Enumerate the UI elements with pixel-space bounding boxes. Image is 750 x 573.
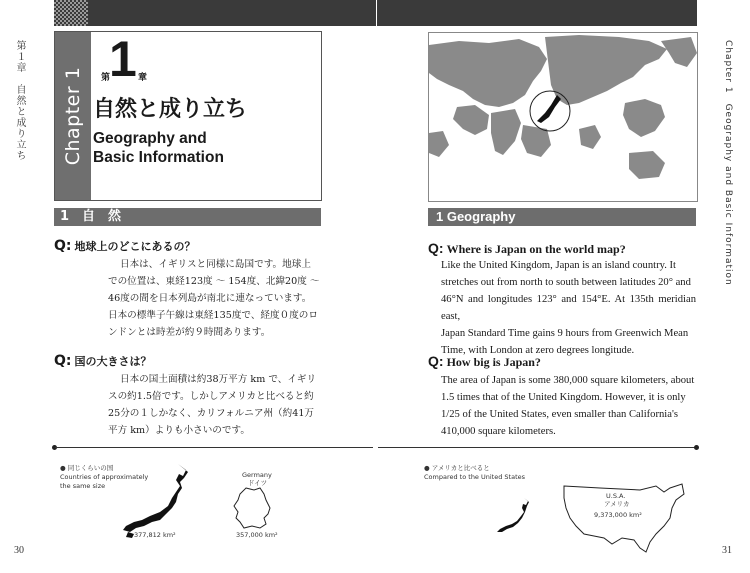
body-line: 1.5 times that of the United Kingdom. However, it is only xyxy=(441,392,686,403)
usa-area-label: 9,373,000 km² xyxy=(594,511,642,519)
caption-en: Compared to the United States xyxy=(424,473,526,481)
usa-label-jp: アメリカ xyxy=(604,500,630,508)
body-line: 平方 km）よりも小さいのです。 xyxy=(108,425,250,436)
right-section-heading xyxy=(428,208,696,226)
body-line: スの約1.5倍です。しかしアメリカと比べると約 xyxy=(108,391,314,402)
divider-rule xyxy=(55,447,373,448)
left-section-heading xyxy=(54,208,321,226)
body-line: 1/25 of the United States, even smaller than California's xyxy=(441,409,678,420)
left-margin-label: 第１章 自然と成り立ち xyxy=(14,40,25,161)
chapter-suffix: 章 xyxy=(138,73,148,83)
right-q2-body xyxy=(441,372,696,440)
body-line: での位置は、東経123度 〜 154度、北緯20度 〜 xyxy=(108,276,320,287)
q1-text-en: Where is Japan on the world map? xyxy=(446,242,626,256)
chapter-title-jp: 自然と成り立ち xyxy=(93,97,248,122)
caption-en-1: Countries of approximately xyxy=(60,473,149,481)
usa-label-en: U.S.A. xyxy=(606,492,626,500)
germany-area-label: 357,000 km² xyxy=(236,531,278,539)
q2-text-en: How big is Japan? xyxy=(446,355,541,369)
left-q1 xyxy=(54,238,196,254)
body-line: 46°N and longitudes 123° and 154°E. At 135th meridian east, xyxy=(441,294,696,322)
q2-text-jp: 国の大きさは？ xyxy=(74,355,152,368)
caption-en-2: the same size xyxy=(60,482,106,490)
right-page-number: 31 xyxy=(722,545,732,556)
body-line: The area of Japan is some 380,000 square kilometers, about xyxy=(441,375,695,386)
body-line: 25分の１しかなく、カリフォルニア州（約41万 xyxy=(108,408,315,419)
left-q1-body xyxy=(54,256,322,341)
chapter-title-en-1: Geography and xyxy=(93,130,207,147)
chapter-strip xyxy=(55,32,91,200)
body-line: 日本の国土面積は約38万平方 km で、イギリ xyxy=(120,374,317,385)
body-line: Japan Standard Time gains 9 hours from Greenwich Mean xyxy=(441,328,689,339)
q-prefix: Q: xyxy=(54,238,72,254)
divider-rule xyxy=(378,447,696,448)
left-top-bar xyxy=(54,0,376,26)
q-prefix: Q: xyxy=(428,353,444,369)
body-line: 日本は、イギリスと同様に島国です。地球上 xyxy=(120,259,311,270)
body-line: Like the United Kingdom, Japan is an island country. It xyxy=(441,260,676,271)
right-figure-caption xyxy=(424,464,525,482)
germany-outline xyxy=(230,486,274,530)
world-map xyxy=(428,32,698,202)
japan-silhouette-left xyxy=(120,462,200,542)
chapter-title-box xyxy=(54,31,322,201)
right-margin-label: Chapter 1 Geography and Basic Information xyxy=(723,40,733,286)
germany-label-en: Germany xyxy=(242,471,272,479)
right-q2 xyxy=(428,353,541,370)
body-line: 日本の標準子午線は東経135度で、経度０度のロ xyxy=(108,310,318,321)
right-top-bar xyxy=(377,0,697,26)
body-line: ンドンとは時差が約９時間あります。 xyxy=(108,327,271,338)
japan-area-label: 377,812 km² xyxy=(134,531,176,539)
body-line: 46度の間を日本列島が南北に連なっています。 xyxy=(108,293,312,304)
left-q2-body xyxy=(54,371,322,439)
rule-dot xyxy=(694,445,699,450)
q-prefix: Q: xyxy=(428,240,444,256)
q-prefix: Q: xyxy=(54,353,72,369)
chapter-title-en-2: Basic Information xyxy=(93,149,224,166)
left-section-heading-text: 1 自 然 xyxy=(60,209,122,224)
caption-jp: ● 同じくらいの国 xyxy=(60,464,114,472)
checker-pattern xyxy=(54,0,88,26)
q1-text-jp: 地球上のどこにあるの？ xyxy=(74,240,196,253)
germany-label-jp: ドイツ xyxy=(248,479,268,487)
left-q2 xyxy=(54,353,152,369)
chapter-number: 1 xyxy=(109,31,137,87)
body-line: 410,000 square kilometers. xyxy=(441,426,556,437)
right-section-heading-text: 1 Geography xyxy=(436,209,516,224)
right-q1 xyxy=(428,240,626,257)
left-page-number: 30 xyxy=(14,545,24,556)
body-line: stretches out from north to south between latitudes 20° and xyxy=(441,277,691,288)
chapter-prefix: 第 xyxy=(101,73,111,83)
japan-silhouette-right xyxy=(494,496,534,536)
right-q1-body xyxy=(441,257,696,359)
chapter-strip-text: Chapter 1 xyxy=(62,66,84,166)
body-line: Time, with London at zero degrees longitude. xyxy=(441,345,635,356)
caption-jp: ● アメリカと比べると xyxy=(424,464,490,472)
